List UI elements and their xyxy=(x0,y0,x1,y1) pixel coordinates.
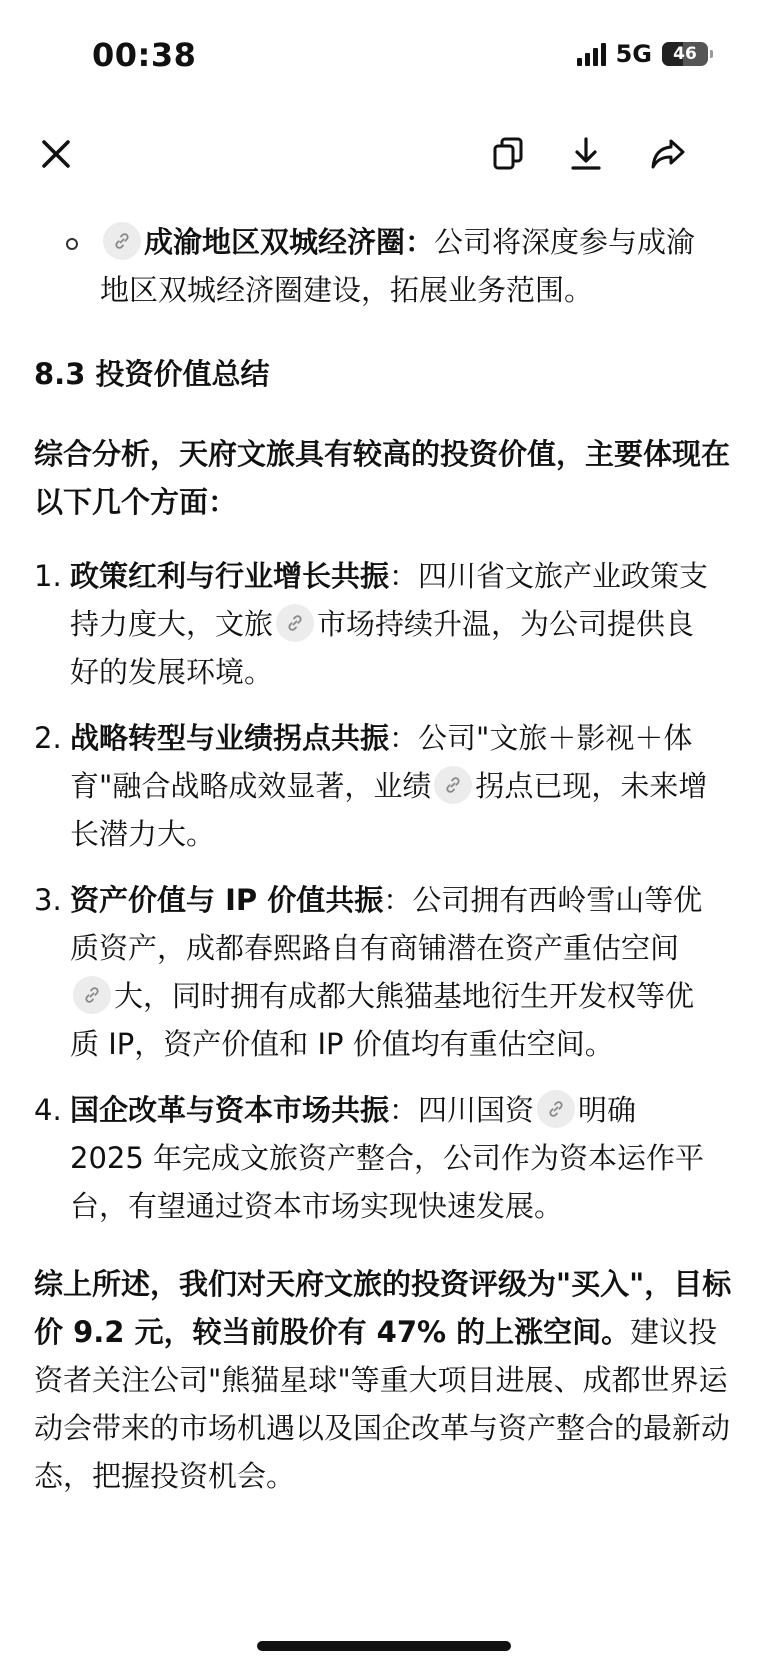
share-icon xyxy=(648,134,688,174)
item-text: 大，同时拥有成都大熊猫基地衍生开发权等优质 IP，资产价值和 IP 价值均有重估空间。 xyxy=(70,979,695,1061)
home-indicator[interactable] xyxy=(257,1641,511,1651)
summary-bold: 综上所述，我们对天府文旅的投资评级为"买入"，目标价 9.2 元，较当前股价有 47% 的上涨空间。 xyxy=(34,1267,732,1349)
network-type: 5G xyxy=(615,40,652,68)
battery-level: 46 xyxy=(673,44,697,64)
copy-button[interactable] xyxy=(482,128,534,180)
item-number: 2. xyxy=(34,721,62,755)
close-icon xyxy=(36,134,76,174)
hollow-bullet-icon xyxy=(66,238,78,250)
link-icon[interactable] xyxy=(276,604,314,642)
summary-text: 建议投资者关注公司"熊猫星球"等重大项目进展、成都世界运动会带来的市场机遇以及国企改革与资产整合的最新动态，把握投资机会。 xyxy=(34,1315,731,1493)
item-text: 公司"文旅＋影视＋体育"融合战略成效显著，业绩 xyxy=(70,721,693,803)
status-indicators xyxy=(577,40,708,68)
share-button[interactable] xyxy=(642,128,694,180)
points-list xyxy=(0,552,768,1230)
cellular-signal-icon xyxy=(577,42,606,66)
item-number: 1. xyxy=(34,559,62,593)
item-text: 明确 2025 年完成文旅资产整合，公司作为资本运作平台，有望通过资本市场实现快速发展。 xyxy=(70,1093,705,1223)
item-number: 4. xyxy=(34,1093,62,1127)
item-sep: ： xyxy=(389,559,419,593)
download-button[interactable] xyxy=(560,128,612,180)
list-item xyxy=(0,1086,768,1230)
battery-icon xyxy=(662,42,708,66)
link-icon[interactable] xyxy=(103,222,141,260)
summary-paragraph xyxy=(34,1260,734,1500)
item-sep: ： xyxy=(389,721,419,755)
item-text: 拐点已现，未来增长潜力大。 xyxy=(70,769,708,851)
item-text: 公司将深度参与成渝地区双城经济圈建设，拓展业务范围。 xyxy=(100,225,696,307)
intro-paragraph: 综合分析，天府文旅具有较高的投资价值，主要体现在以下几个方面： xyxy=(34,437,731,519)
link-icon[interactable] xyxy=(73,976,111,1014)
list-item xyxy=(0,552,768,696)
item-number: 3. xyxy=(34,883,62,917)
item-sep: ： xyxy=(383,883,413,917)
status-bar xyxy=(0,0,768,110)
status-time: 00:38 xyxy=(92,36,197,74)
item-title: 国企改革与资本市场共振 xyxy=(70,1093,390,1127)
item-title: 成渝地区双城经济圈 xyxy=(144,225,406,259)
section-heading: 8.3 投资价值总结 xyxy=(34,357,270,391)
item-title: 政策红利与行业增长共振 xyxy=(70,559,390,593)
item-sep: ： xyxy=(389,1093,419,1127)
toolbar xyxy=(0,120,768,190)
link-icon[interactable] xyxy=(537,1090,575,1128)
article-content xyxy=(0,200,768,1500)
download-icon xyxy=(566,134,606,174)
item-title: 战略转型与业绩拐点共振 xyxy=(70,721,390,755)
item-text: 市场持续升温，为公司提供良好的发展环境。 xyxy=(70,607,695,689)
list-item xyxy=(0,714,768,858)
item-text: 公司拥有西岭雪山等优质资产，成都春熙路自有商铺潜在资产重估空间 xyxy=(70,883,703,965)
item-text: 四川国资 xyxy=(418,1093,535,1127)
item-text: 四川省文旅产业政策支持力度大，文旅 xyxy=(70,559,709,641)
close-button[interactable] xyxy=(30,128,82,180)
copy-icon xyxy=(488,134,528,174)
list-item xyxy=(0,218,768,314)
link-icon[interactable] xyxy=(434,766,472,804)
list-item xyxy=(0,876,768,1068)
item-sep: ： xyxy=(405,225,435,259)
item-title: 资产价值与 IP 价值共振 xyxy=(70,883,384,917)
